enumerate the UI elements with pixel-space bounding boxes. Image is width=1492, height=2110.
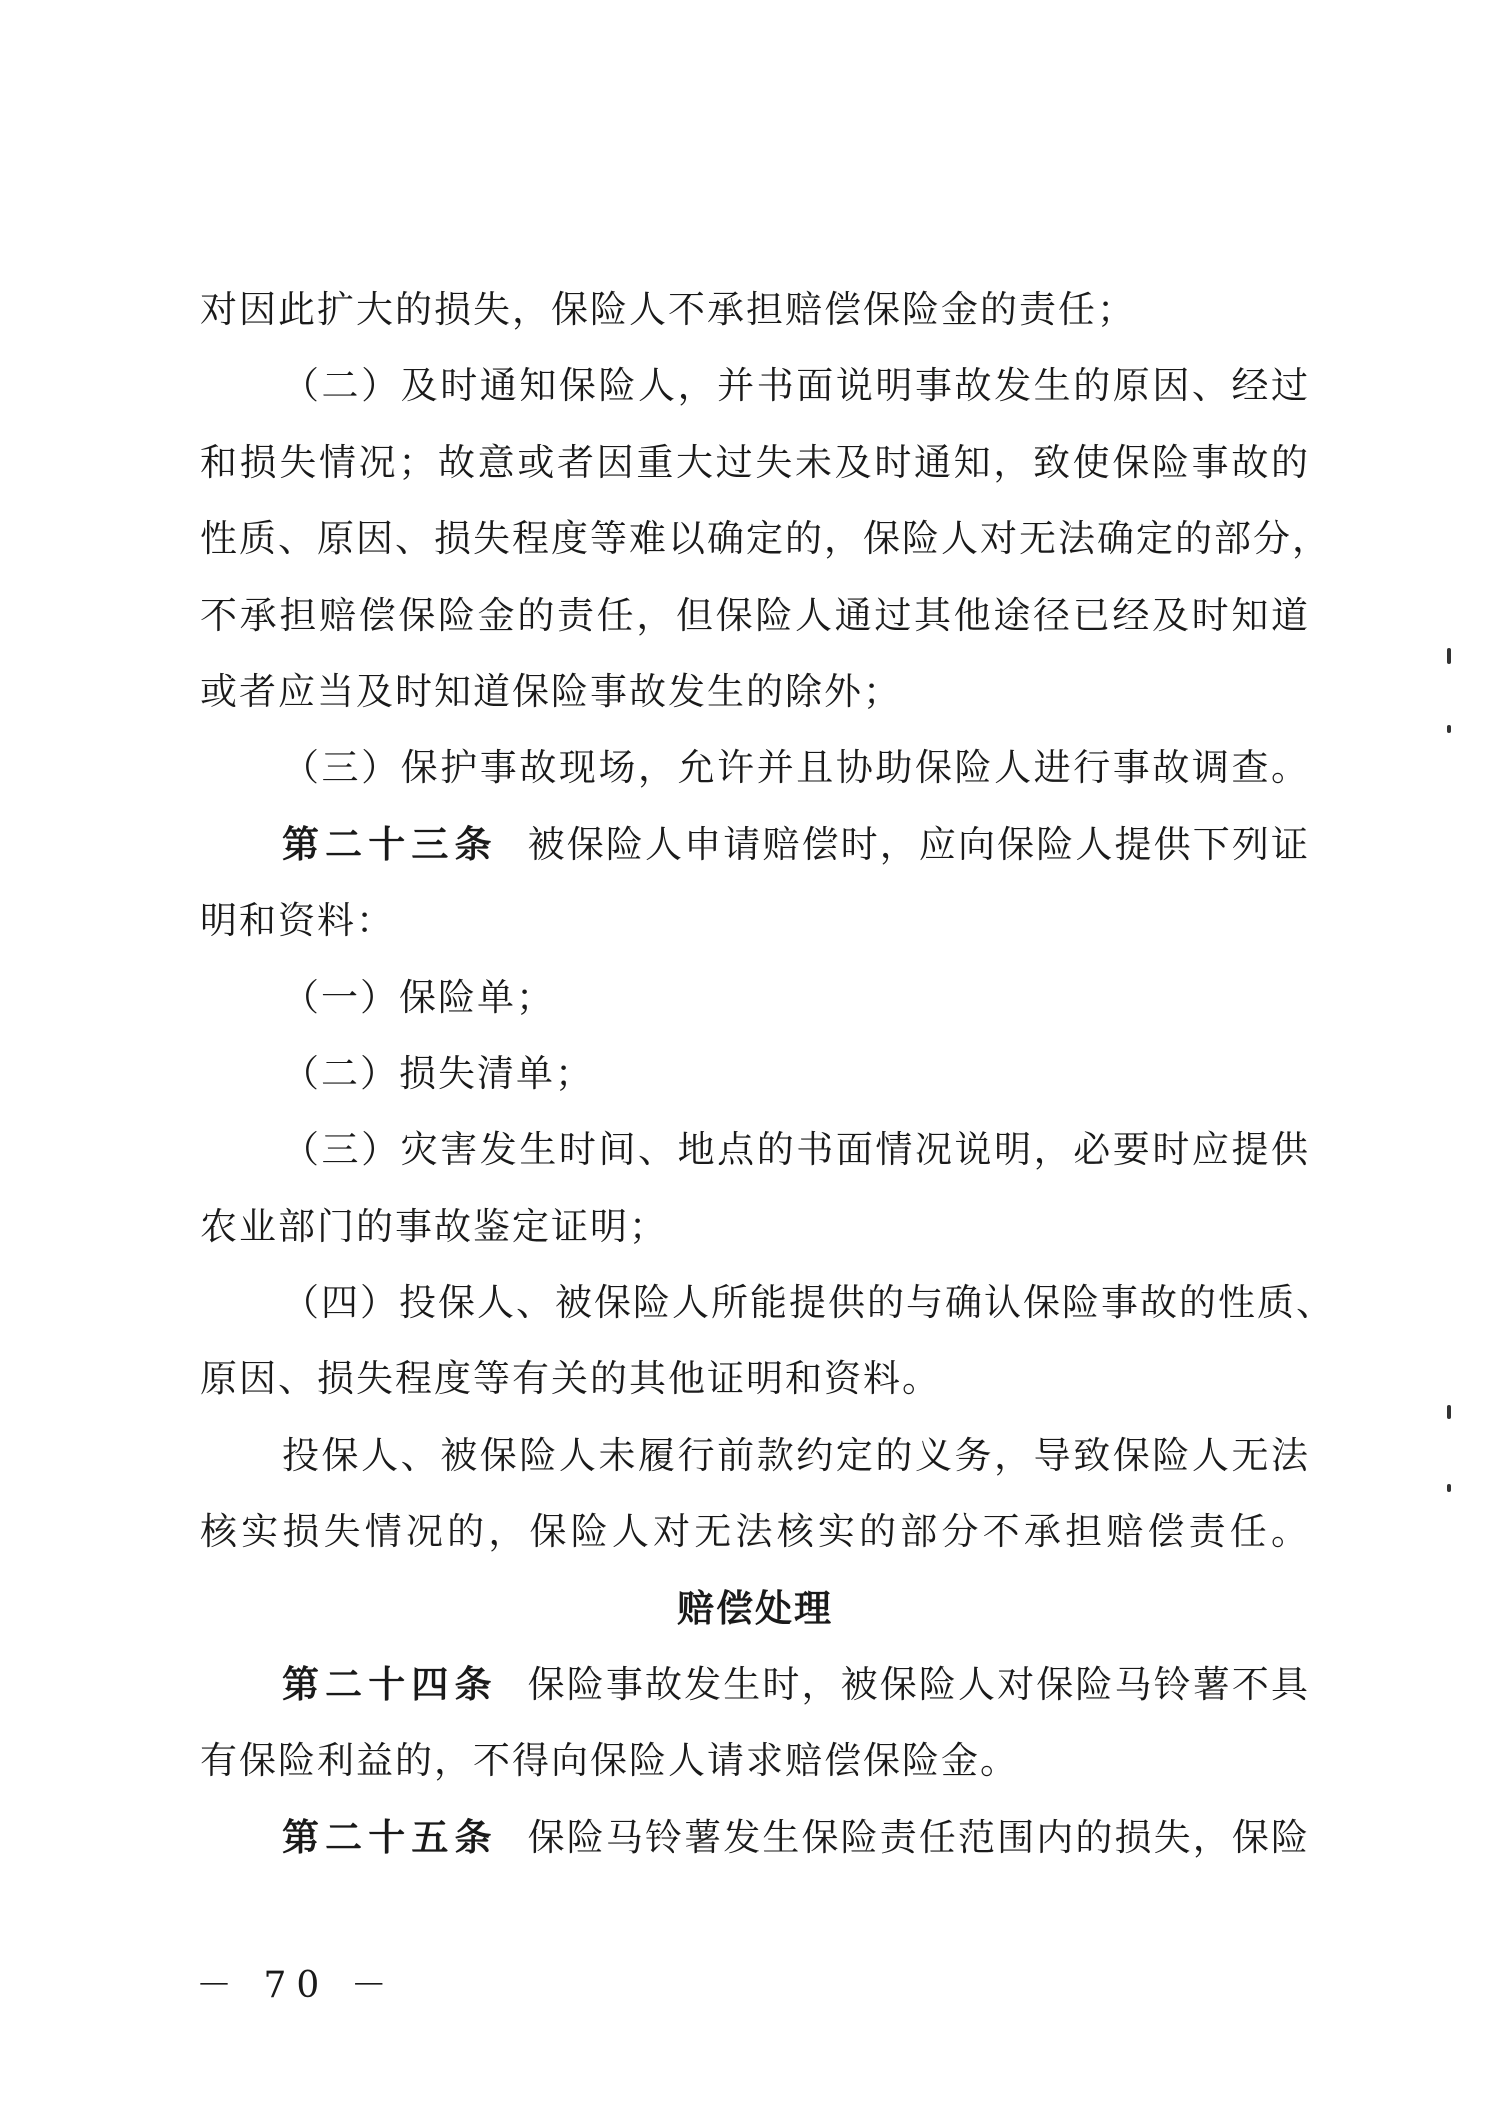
article-number: 第二十四条 <box>282 1663 498 1707</box>
scan-mark <box>1447 725 1451 733</box>
text-line: 有保险利益的，不得向保险人请求赔偿保险金。 <box>200 1739 1019 1783</box>
text-line: 对因此扩大的损失，保险人不承担赔偿保险金的责任； <box>200 288 1136 331</box>
scan-mark <box>1447 1405 1451 1419</box>
article-number: 第二十五条 <box>282 1815 498 1859</box>
text-line: 性质、原因、损失程度等难以确定的，保险人对无法确定的部分， <box>200 517 1331 561</box>
text-line: 核实损失情况的，保险人对无法核实的部分不承担赔偿责任。 <box>200 1510 1310 1554</box>
text-line: 或者应当及时知道保险事故发生的除外； <box>200 669 902 713</box>
article-number: 第二十三条 <box>282 822 498 866</box>
article-23-line <box>200 807 1310 883</box>
article-25-line <box>200 1800 1310 1876</box>
article-24-line <box>200 1647 1310 1723</box>
scan-mark <box>1447 648 1451 664</box>
document-body <box>200 272 1335 1876</box>
text-line: 农业部门的事故鉴定证明； <box>200 1204 668 1248</box>
article-text: 保险事故发生时，被保险人对保险马铃薯不具 <box>527 1663 1310 1707</box>
text-line: 投保人、被保险人未履行前款约定的义务，导致保险人无法 <box>282 1433 1310 1477</box>
text-line: （二）及时通知保险人，并书面说明事故发生的原因、经过 <box>282 364 1310 408</box>
section-heading: 赔偿处理 <box>677 1586 833 1630</box>
text-line: 不承担赔偿保险金的责任，但保险人通过其他途径已经及时知道 <box>200 593 1310 637</box>
article-text: 保险马铃薯发生保险责任范围内的损失，保险 <box>527 1815 1310 1859</box>
text-line: （二）损失清单； <box>282 1051 594 1095</box>
text-line: （三）灾害发生时间、地点的书面情况说明，必要时应提供 <box>282 1128 1310 1172</box>
text-line: （一）保险单； <box>282 975 555 1019</box>
scan-mark <box>1447 1484 1451 1492</box>
text-line: 和损失情况；故意或者因重大过失未及时通知，致使保险事故的 <box>200 440 1310 484</box>
page-number: － 70 － <box>196 1965 397 2006</box>
text-line: （三）保护事故现场，允许并且协助保险人进行事故调查。 <box>282 746 1310 790</box>
text-line: 原因、损失程度等有关的其他证明和资料。 <box>200 1357 941 1401</box>
article-text: 被保险人申请赔偿时，应向保险人提供下列证 <box>527 822 1310 866</box>
text-line: 明和资料： <box>200 899 395 943</box>
text-line: （四）投保人、被保险人所能提供的与确认保险事故的性质、 <box>282 1281 1335 1325</box>
